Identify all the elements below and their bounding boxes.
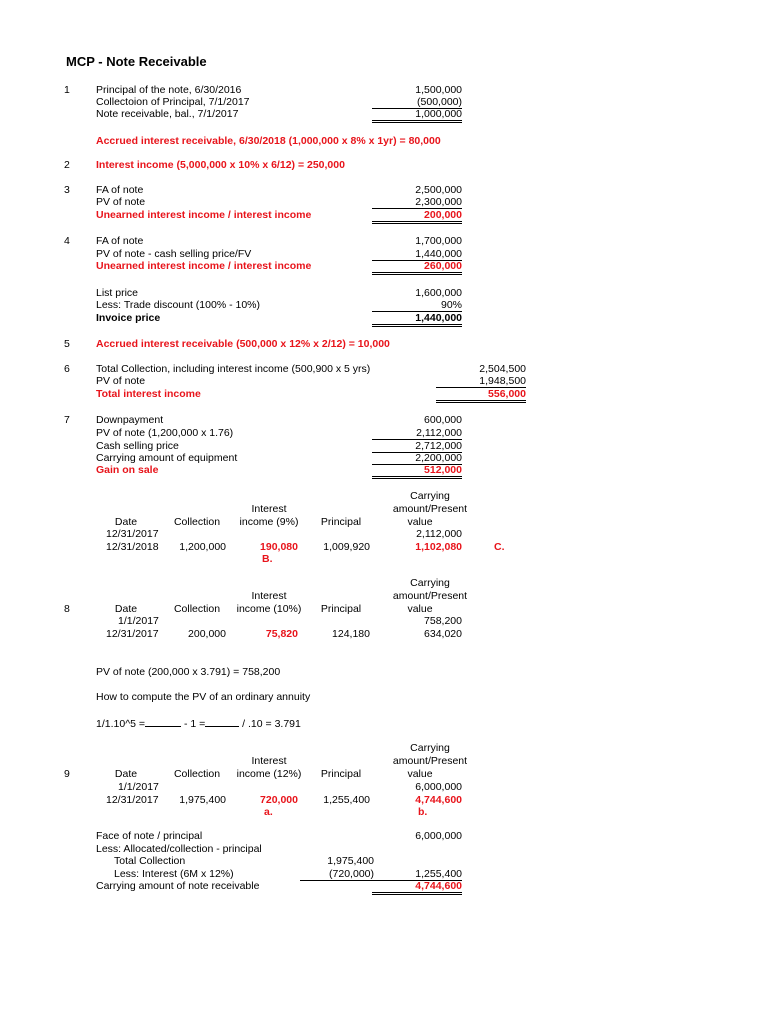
column-header: Interest bbox=[251, 503, 287, 515]
table-cell: 1,102,080 bbox=[415, 541, 462, 553]
column-header: Interest bbox=[251, 755, 287, 767]
amount: 90% bbox=[372, 299, 462, 312]
column-header: Carrying bbox=[410, 490, 450, 502]
item-number: 3 bbox=[64, 184, 70, 196]
amount: 2,200,000 bbox=[372, 452, 462, 465]
column-header: income (9%) bbox=[239, 516, 299, 528]
line-label: Total Collection bbox=[114, 855, 186, 867]
column-header: Carrying bbox=[410, 742, 450, 754]
answer-mark: B. bbox=[262, 553, 273, 565]
column-header: income (12%) bbox=[236, 768, 302, 780]
column-header: amount/Present bbox=[392, 590, 468, 602]
column-header: Interest bbox=[251, 590, 287, 602]
line-label: Less: Allocated/collection - principal bbox=[96, 843, 262, 855]
line-label: PV of note bbox=[96, 375, 146, 387]
formula-part: / .10 = 3.791 bbox=[242, 718, 301, 730]
formula-part: 1/1.10^5 = bbox=[96, 718, 146, 730]
table-cell: 190,080 bbox=[260, 541, 298, 553]
table-cell: 1,975,400 bbox=[179, 794, 226, 806]
column-header: Date bbox=[114, 603, 138, 615]
amount-total: 512,000 bbox=[372, 464, 462, 479]
page-title: MCP - Note Receivable bbox=[66, 54, 207, 69]
amount-total: 1,440,000 bbox=[372, 312, 462, 327]
amount: 1,255,400 bbox=[372, 868, 462, 881]
item-number: 2 bbox=[64, 159, 70, 171]
column-header: Date bbox=[114, 516, 138, 528]
item-number: 6 bbox=[64, 363, 70, 375]
amount: 2,504,500 bbox=[479, 363, 526, 375]
amount: 2,712,000 bbox=[372, 440, 462, 453]
amount: 2,500,000 bbox=[415, 184, 462, 196]
table-cell: 720,000 bbox=[260, 794, 298, 806]
line-label: FA of note bbox=[96, 184, 144, 196]
amount: 2,112,000 bbox=[372, 427, 462, 440]
column-header: amount/Present bbox=[392, 755, 468, 767]
answer-mark: b. bbox=[418, 806, 428, 818]
column-header: value bbox=[407, 603, 433, 615]
column-header: Collection bbox=[173, 768, 221, 780]
table-cell: 1,255,400 bbox=[323, 794, 370, 806]
formula-part: - 1 = bbox=[183, 718, 206, 730]
table-cell: 12/31/2018 bbox=[106, 541, 159, 553]
amount-total: 556,000 bbox=[436, 388, 526, 403]
amount: (720,000) bbox=[300, 868, 374, 881]
table-cell: 6,000,000 bbox=[415, 781, 462, 793]
table-cell: 12/31/2017 bbox=[106, 628, 159, 640]
answer-label: Gain on sale bbox=[96, 464, 159, 476]
column-header: Principal bbox=[320, 603, 362, 615]
column-header: Date bbox=[114, 768, 138, 780]
amount: 1,975,400 bbox=[327, 855, 374, 867]
table-cell: 1,009,920 bbox=[323, 541, 370, 553]
item-number: 8 bbox=[64, 603, 70, 615]
column-header: Principal bbox=[320, 768, 362, 780]
table-cell: 75,820 bbox=[265, 628, 298, 640]
column-header: value bbox=[407, 516, 433, 528]
line-label: Collectoion of Principal, 7/1/2017 bbox=[96, 96, 250, 108]
item-number: 7 bbox=[64, 414, 70, 426]
item-number: 1 bbox=[64, 84, 70, 96]
line-label: List price bbox=[96, 287, 139, 299]
line-label: Carrying amount of equipment bbox=[96, 452, 238, 464]
amount: 1,500,000 bbox=[415, 84, 462, 96]
amount-total: 4,744,600 bbox=[372, 880, 462, 895]
line-label: PV of note bbox=[96, 196, 146, 208]
column-header: income (10%) bbox=[236, 603, 302, 615]
answer-mark: C. bbox=[494, 541, 505, 553]
answer-line: Accrued interest receivable, 6/30/2018 (1,000,000 x 8% x 1yr) = 80,000 bbox=[96, 135, 441, 147]
amount: 6,000,000 bbox=[415, 830, 462, 842]
line-label: How to compute the PV of an ordinary annuity bbox=[96, 691, 311, 703]
line-label: Carrying amount of note receivable bbox=[96, 880, 260, 892]
item-number: 4 bbox=[64, 235, 70, 247]
column-header: Principal bbox=[320, 516, 362, 528]
answer-line: Accrued interest receivable (500,000 x 12% x 2/12) = 10,000 bbox=[96, 338, 390, 350]
amount: 1,600,000 bbox=[415, 287, 462, 299]
line-label: Total Collection, including interest income (500,900 x 5 yrs) bbox=[96, 363, 371, 375]
amount: 2,300,000 bbox=[372, 196, 462, 209]
amount-total: 260,000 bbox=[372, 260, 462, 275]
column-header: Carrying bbox=[410, 577, 450, 589]
column-header: value bbox=[407, 768, 433, 780]
line-label: Invoice price bbox=[96, 312, 161, 324]
table-cell: 124,180 bbox=[332, 628, 370, 640]
line-label: Downpayment bbox=[96, 414, 164, 426]
table-cell: 1/1/2017 bbox=[118, 781, 159, 793]
formula-blank bbox=[205, 717, 239, 727]
line-label: FA of note bbox=[96, 235, 144, 247]
table-cell: 200,000 bbox=[188, 628, 226, 640]
answer-label: Unearned interest income / interest income bbox=[96, 209, 312, 221]
line-label: Face of note / principal bbox=[96, 830, 203, 842]
column-header: amount/Present bbox=[392, 503, 468, 515]
table-cell: 1,200,000 bbox=[179, 541, 226, 553]
amount: 1,440,000 bbox=[372, 248, 462, 261]
table-cell: 1/1/2017 bbox=[118, 615, 159, 627]
line-label: PV of note - cash selling price/FV bbox=[96, 248, 252, 260]
formula-line bbox=[96, 717, 301, 730]
column-header: Collection bbox=[173, 516, 221, 528]
table-cell: 634,020 bbox=[424, 628, 462, 640]
table-cell: 758,200 bbox=[424, 615, 462, 627]
item-number: 9 bbox=[64, 768, 70, 780]
column-header: Collection bbox=[173, 603, 221, 615]
answer-mark: a. bbox=[264, 806, 273, 818]
amount: 1,948,500 bbox=[436, 375, 526, 388]
formula-blank bbox=[145, 717, 181, 727]
line-label: PV of note (200,000 x 3.791) = 758,200 bbox=[96, 666, 281, 678]
answer-label: Total interest income bbox=[96, 388, 201, 400]
amount-total: 1,000,000 bbox=[372, 108, 462, 123]
item-number: 5 bbox=[64, 338, 70, 350]
amount-total: 200,000 bbox=[372, 209, 462, 224]
line-label: Cash selling price bbox=[96, 440, 179, 452]
answer-line: Interest income (5,000,000 x 10% x 6/12) = 250,000 bbox=[96, 159, 345, 171]
table-cell: 4,744,600 bbox=[415, 794, 462, 806]
answer-label: Unearned interest income / interest income bbox=[96, 260, 312, 272]
amount: 600,000 bbox=[424, 414, 462, 426]
table-cell: 2,112,000 bbox=[416, 528, 462, 540]
line-label: Less: Trade discount (100% - 10%) bbox=[96, 299, 261, 311]
line-label: PV of note (1,200,000 x 1.76) bbox=[96, 427, 234, 439]
line-label: Principal of the note, 6/30/2016 bbox=[96, 84, 242, 96]
line-label: Note receivable, bal., 7/1/2017 bbox=[96, 108, 239, 120]
table-cell: 12/31/2017 bbox=[106, 528, 159, 540]
amount: (500,000) bbox=[372, 96, 462, 109]
line-label: Less: Interest (6M x 12%) bbox=[114, 868, 234, 880]
amount: 1,700,000 bbox=[415, 235, 462, 247]
table-cell: 12/31/2017 bbox=[106, 794, 159, 806]
